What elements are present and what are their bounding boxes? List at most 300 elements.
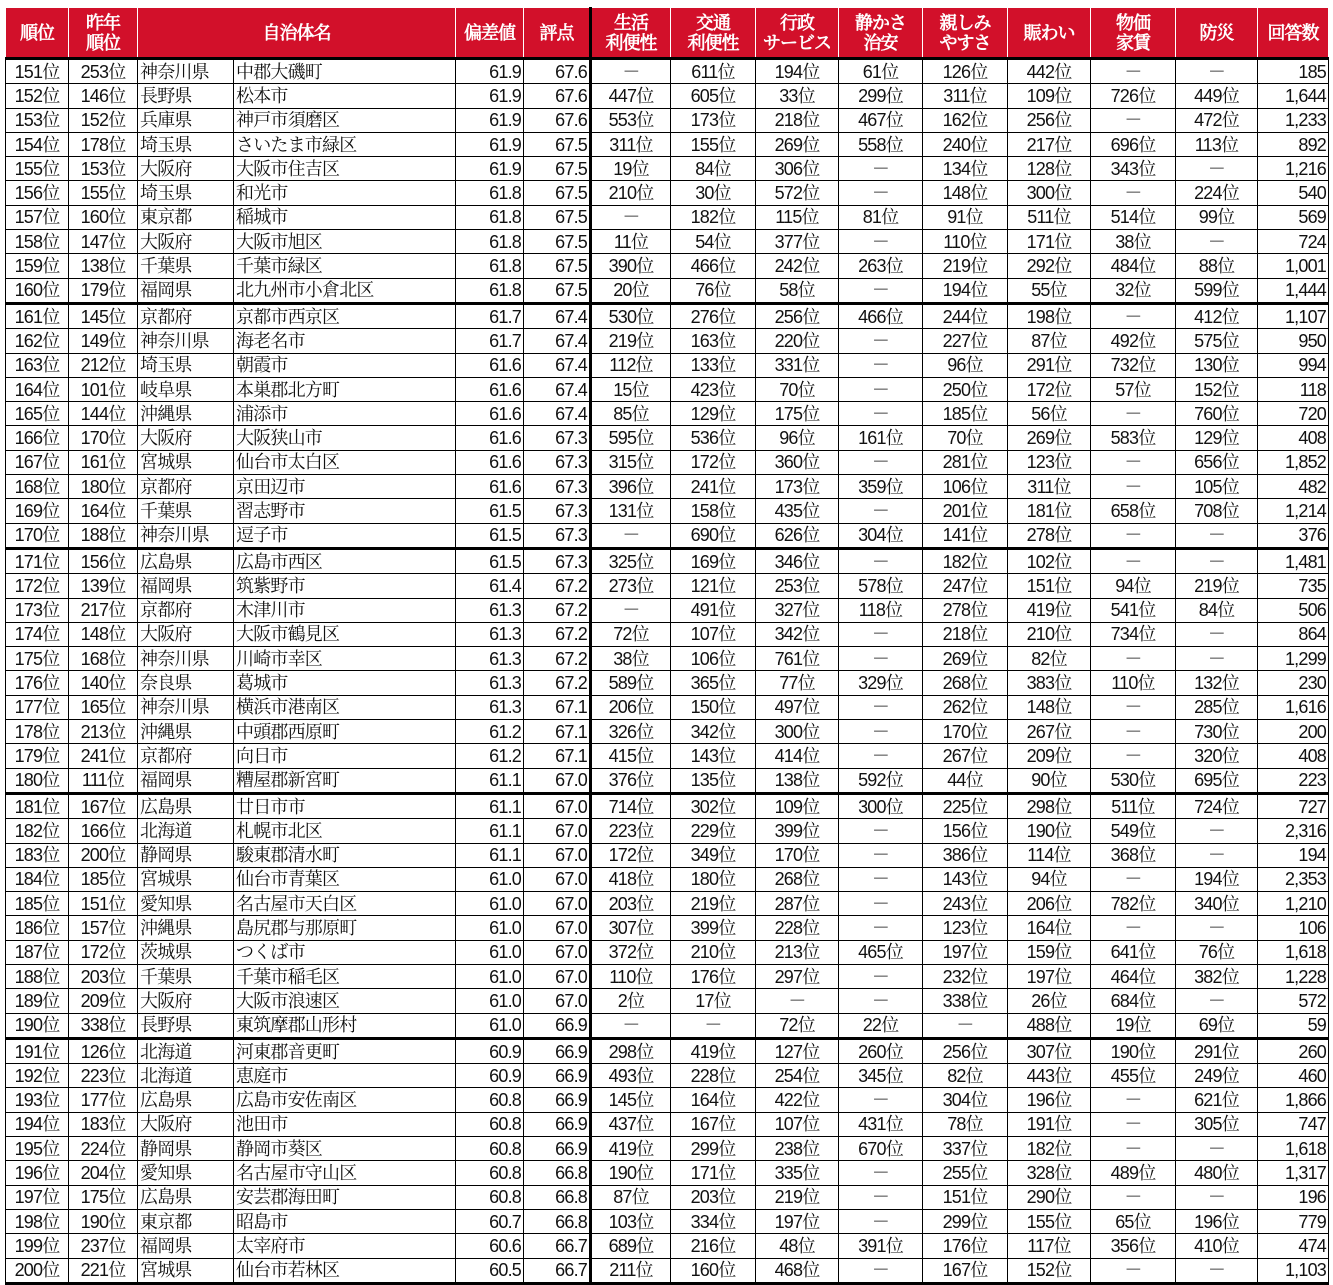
cell-admin: 256位	[756, 303, 839, 328]
table-row	[6, 181, 1329, 205]
header-friendliness: 親しみ やすさ	[923, 8, 1008, 59]
cell-admin: －	[756, 989, 839, 1013]
table-row	[6, 1088, 1329, 1112]
cell-responses: 2,353	[1258, 867, 1329, 891]
cell-deviation: 60.9	[456, 1038, 524, 1063]
cell-transport: 219位	[671, 892, 756, 916]
cell-liveliness: 292位	[1008, 254, 1091, 278]
cell-score: 67.3	[524, 426, 591, 450]
cell-prices: －	[1091, 450, 1176, 474]
cell-admin: 497位	[756, 695, 839, 719]
cell-transport: 491位	[671, 598, 756, 622]
cell-safety: 300位	[839, 793, 923, 818]
cell-disaster: 196位	[1176, 1209, 1258, 1233]
cell-friendliness: 148位	[923, 181, 1008, 205]
cell-prices: 19位	[1091, 1013, 1176, 1038]
cell-admin: 58位	[756, 278, 839, 303]
cell-prices: 455位	[1091, 1064, 1176, 1088]
cell-responses: 569	[1258, 205, 1329, 229]
cell-admin: 77位	[756, 671, 839, 695]
cell-prefecture: 沖縄県	[138, 916, 234, 940]
cell-liveliness: 159位	[1008, 940, 1091, 964]
header-deviation: 偏差値	[456, 8, 524, 59]
cell-living: 87位	[591, 1185, 671, 1209]
cell-prev-rank: 147位	[69, 230, 138, 254]
cell-living: －	[591, 1013, 671, 1038]
cell-prev-rank: 157位	[69, 916, 138, 940]
cell-prices: 658位	[1091, 499, 1176, 523]
cell-rank: 185位	[6, 892, 69, 916]
cell-living: 72位	[591, 622, 671, 646]
cell-prefecture: 大阪府	[138, 989, 234, 1013]
cell-disaster: －	[1176, 1258, 1258, 1283]
cell-score: 67.5	[524, 132, 591, 156]
cell-admin: 331位	[756, 353, 839, 377]
cell-rank: 199位	[6, 1234, 69, 1258]
cell-prices: －	[1091, 548, 1176, 573]
cell-prefecture: 京都府	[138, 744, 234, 768]
cell-transport: 276位	[671, 303, 756, 328]
cell-admin: 300位	[756, 720, 839, 744]
cell-admin: 435位	[756, 499, 839, 523]
cell-municipality: 大阪市旭区	[234, 230, 456, 254]
cell-friendliness: 106位	[923, 475, 1008, 499]
cell-score: 67.4	[524, 303, 591, 328]
cell-score: 67.3	[524, 548, 591, 573]
cell-deviation: 61.1	[456, 819, 524, 843]
cell-transport: 84位	[671, 157, 756, 181]
cell-living: 210位	[591, 181, 671, 205]
cell-liveliness: 102位	[1008, 548, 1091, 573]
table-row	[6, 793, 1329, 818]
cell-prefecture: 神奈川県	[138, 647, 234, 671]
cell-living: 415位	[591, 744, 671, 768]
cell-transport: 180位	[671, 867, 756, 891]
header-rank: 順位	[6, 8, 69, 59]
cell-municipality: 静岡市葵区	[234, 1137, 456, 1161]
cell-liveliness: 328位	[1008, 1161, 1091, 1185]
cell-living: 396位	[591, 475, 671, 499]
cell-living: 103位	[591, 1209, 671, 1233]
cell-municipality: 海老名市	[234, 329, 456, 353]
cell-safety: －	[839, 450, 923, 474]
cell-liveliness: 256位	[1008, 108, 1091, 132]
cell-municipality: 京田辺市	[234, 475, 456, 499]
cell-prefecture: 神奈川県	[138, 329, 234, 353]
cell-friendliness: 250位	[923, 377, 1008, 401]
cell-safety: 329位	[839, 671, 923, 695]
cell-transport: 17位	[671, 989, 756, 1013]
cell-admin: 268位	[756, 867, 839, 891]
cell-disaster: 320位	[1176, 744, 1258, 768]
cell-score: 67.6	[524, 84, 591, 108]
cell-deviation: 61.5	[456, 548, 524, 573]
cell-liveliness: 300位	[1008, 181, 1091, 205]
cell-safety: －	[839, 1161, 923, 1185]
cell-rank: 161位	[6, 303, 69, 328]
cell-friendliness: 176位	[923, 1234, 1008, 1258]
cell-disaster: 599位	[1176, 278, 1258, 303]
cell-safety: －	[839, 353, 923, 377]
cell-deviation: 61.1	[456, 843, 524, 867]
cell-prices: －	[1091, 867, 1176, 891]
cell-safety: －	[839, 377, 923, 401]
cell-municipality: 北九州市小倉北区	[234, 278, 456, 303]
cell-transport: 182位	[671, 205, 756, 229]
cell-score: 66.9	[524, 1088, 591, 1112]
cell-liveliness: 206位	[1008, 892, 1091, 916]
cell-rank: 166位	[6, 426, 69, 450]
cell-prefecture: 大阪府	[138, 426, 234, 450]
table-row	[6, 450, 1329, 474]
cell-safety: 670位	[839, 1137, 923, 1161]
cell-rank: 174位	[6, 622, 69, 646]
cell-score: 67.4	[524, 402, 591, 426]
cell-disaster: －	[1176, 622, 1258, 646]
cell-friendliness: 182位	[923, 548, 1008, 573]
cell-friendliness: 201位	[923, 499, 1008, 523]
cell-municipality: 安芸郡海田町	[234, 1185, 456, 1209]
cell-admin: 253位	[756, 574, 839, 598]
cell-responses: 727	[1258, 793, 1329, 818]
cell-transport: 299位	[671, 1137, 756, 1161]
cell-deviation: 60.6	[456, 1234, 524, 1258]
cell-municipality: 河東郡音更町	[234, 1038, 456, 1063]
cell-friendliness: 304位	[923, 1088, 1008, 1112]
cell-disaster: 132位	[1176, 671, 1258, 695]
cell-transport: 423位	[671, 377, 756, 401]
cell-score: 67.2	[524, 622, 591, 646]
cell-transport: 171位	[671, 1161, 756, 1185]
table-row	[6, 108, 1329, 132]
cell-safety: 260位	[839, 1038, 923, 1063]
cell-admin: 399位	[756, 819, 839, 843]
cell-responses: 724	[1258, 230, 1329, 254]
cell-rank: 164位	[6, 377, 69, 401]
table-row	[6, 989, 1329, 1013]
cell-disaster: 224位	[1176, 181, 1258, 205]
cell-safety: －	[839, 989, 923, 1013]
cell-transport: 690位	[671, 523, 756, 548]
cell-deviation: 61.3	[456, 695, 524, 719]
cell-municipality: 向日市	[234, 744, 456, 768]
cell-liveliness: 298位	[1008, 793, 1091, 818]
cell-prev-rank: 212位	[69, 353, 138, 377]
cell-score: 66.9	[524, 1064, 591, 1088]
cell-disaster: 76位	[1176, 940, 1258, 964]
cell-transport: 167位	[671, 1112, 756, 1136]
cell-rank: 170位	[6, 523, 69, 548]
cell-deviation: 61.2	[456, 720, 524, 744]
cell-deviation: 60.8	[456, 1088, 524, 1112]
cell-prev-rank: 155位	[69, 181, 138, 205]
cell-deviation: 61.0	[456, 892, 524, 916]
cell-disaster: 69位	[1176, 1013, 1258, 1038]
cell-responses: 1,210	[1258, 892, 1329, 916]
cell-responses: 106	[1258, 916, 1329, 940]
cell-rank: 177位	[6, 695, 69, 719]
cell-prev-rank: 152位	[69, 108, 138, 132]
cell-liveliness: 290位	[1008, 1185, 1091, 1209]
cell-transport: 121位	[671, 574, 756, 598]
cell-prev-rank: 172位	[69, 940, 138, 964]
cell-disaster: 105位	[1176, 475, 1258, 499]
cell-deviation: 60.7	[456, 1209, 524, 1233]
cell-prices: 530位	[1091, 768, 1176, 793]
cell-admin: 342位	[756, 622, 839, 646]
cell-friendliness: 256位	[923, 1038, 1008, 1063]
table-row	[6, 278, 1329, 303]
cell-liveliness: 443位	[1008, 1064, 1091, 1088]
cell-prev-rank: 338位	[69, 1013, 138, 1038]
cell-living: －	[591, 59, 671, 84]
cell-prices: 38位	[1091, 230, 1176, 254]
table-row	[6, 132, 1329, 156]
cell-friendliness: 143位	[923, 867, 1008, 891]
cell-prefecture: 埼玉県	[138, 353, 234, 377]
cell-deviation: 61.0	[456, 989, 524, 1013]
cell-prev-rank: 166位	[69, 819, 138, 843]
cell-safety: －	[839, 695, 923, 719]
cell-safety: －	[839, 744, 923, 768]
cell-prev-rank: 185位	[69, 867, 138, 891]
cell-score: 67.0	[524, 819, 591, 843]
cell-safety: 161位	[839, 426, 923, 450]
cell-responses: 747	[1258, 1112, 1329, 1136]
cell-prices: 514位	[1091, 205, 1176, 229]
table-row	[6, 1185, 1329, 1209]
cell-prev-rank: 126位	[69, 1038, 138, 1063]
cell-prev-rank: 253位	[69, 59, 138, 84]
cell-disaster: －	[1176, 1185, 1258, 1209]
cell-prices: －	[1091, 916, 1176, 940]
cell-friendliness: 126位	[923, 59, 1008, 84]
cell-safety: －	[839, 499, 923, 523]
cell-score: 67.3	[524, 450, 591, 474]
cell-rank: 152位	[6, 84, 69, 108]
cell-friendliness: 268位	[923, 671, 1008, 695]
cell-liveliness: 217位	[1008, 132, 1091, 156]
cell-liveliness: 164位	[1008, 916, 1091, 940]
cell-score: 67.5	[524, 278, 591, 303]
cell-transport: 54位	[671, 230, 756, 254]
cell-disaster: 708位	[1176, 499, 1258, 523]
cell-safety: －	[839, 916, 923, 940]
cell-municipality: 筑紫野市	[234, 574, 456, 598]
cell-liveliness: 181位	[1008, 499, 1091, 523]
cell-prices: 489位	[1091, 1161, 1176, 1185]
cell-admin: 197位	[756, 1209, 839, 1233]
cell-municipality: 千葉市稲毛区	[234, 964, 456, 988]
cell-score: 67.5	[524, 181, 591, 205]
cell-safety: －	[839, 1088, 923, 1112]
cell-municipality: さいたま市緑区	[234, 132, 456, 156]
cell-prev-rank: 221位	[69, 1258, 138, 1283]
cell-municipality: 横浜市港南区	[234, 695, 456, 719]
table-row	[6, 1013, 1329, 1038]
cell-admin: 238位	[756, 1137, 839, 1161]
cell-municipality: 池田市	[234, 1112, 456, 1136]
cell-admin: 306位	[756, 157, 839, 181]
table-row	[6, 622, 1329, 646]
cell-responses: 864	[1258, 622, 1329, 646]
header-prev-rank: 昨年 順位	[69, 8, 138, 59]
cell-prev-rank: 209位	[69, 989, 138, 1013]
cell-responses: 1,233	[1258, 108, 1329, 132]
cell-deviation: 61.6	[456, 426, 524, 450]
cell-deviation: 61.7	[456, 303, 524, 328]
cell-transport: 76位	[671, 278, 756, 303]
cell-liveliness: 488位	[1008, 1013, 1091, 1038]
cell-friendliness: 255位	[923, 1161, 1008, 1185]
table-row	[6, 1161, 1329, 1185]
cell-admin: 269位	[756, 132, 839, 156]
cell-responses: 1,228	[1258, 964, 1329, 988]
cell-prefecture: 東京都	[138, 205, 234, 229]
cell-prices: 94位	[1091, 574, 1176, 598]
cell-transport: 349位	[671, 843, 756, 867]
cell-prev-rank: 217位	[69, 598, 138, 622]
cell-friendliness: 156位	[923, 819, 1008, 843]
cell-living: 311位	[591, 132, 671, 156]
cell-admin: 377位	[756, 230, 839, 254]
cell-transport: 466位	[671, 254, 756, 278]
cell-score: 66.8	[524, 1209, 591, 1233]
cell-prefecture: 兵庫県	[138, 108, 234, 132]
cell-prev-rank: 149位	[69, 329, 138, 353]
cell-score: 67.0	[524, 892, 591, 916]
cell-living: 437位	[591, 1112, 671, 1136]
cell-living: 315位	[591, 450, 671, 474]
table-row	[6, 254, 1329, 278]
cell-safety: －	[839, 278, 923, 303]
cell-living: 11位	[591, 230, 671, 254]
cell-municipality: 中頭郡西原町	[234, 720, 456, 744]
cell-liveliness: 56位	[1008, 402, 1091, 426]
cell-deviation: 61.2	[456, 744, 524, 768]
cell-score: 67.1	[524, 695, 591, 719]
cell-rank: 162位	[6, 329, 69, 353]
cell-liveliness: 171位	[1008, 230, 1091, 254]
cell-responses: 1,103	[1258, 1258, 1329, 1283]
cell-liveliness: 311位	[1008, 475, 1091, 499]
cell-prefecture: 広島県	[138, 1185, 234, 1209]
cell-disaster: 472位	[1176, 108, 1258, 132]
cell-responses: 506	[1258, 598, 1329, 622]
cell-liveliness: 209位	[1008, 744, 1091, 768]
cell-municipality: 京都市西京区	[234, 303, 456, 328]
cell-prefecture: 長野県	[138, 84, 234, 108]
cell-rank: 155位	[6, 157, 69, 181]
cell-living: 325位	[591, 548, 671, 573]
cell-safety: －	[839, 892, 923, 916]
cell-friendliness: 337位	[923, 1137, 1008, 1161]
cell-liveliness: 198位	[1008, 303, 1091, 328]
cell-living: 203位	[591, 892, 671, 916]
cell-transport: 302位	[671, 793, 756, 818]
cell-admin: 109位	[756, 793, 839, 818]
cell-municipality: 中郡大磯町	[234, 59, 456, 84]
table-row	[6, 574, 1329, 598]
cell-prefecture: 北海道	[138, 1064, 234, 1088]
cell-prices: 641位	[1091, 940, 1176, 964]
cell-living: 390位	[591, 254, 671, 278]
cell-disaster: －	[1176, 548, 1258, 573]
cell-rank: 198位	[6, 1209, 69, 1233]
cell-living: 223位	[591, 819, 671, 843]
cell-admin: 127位	[756, 1038, 839, 1063]
header-score: 評点	[524, 8, 591, 59]
cell-prices: －	[1091, 1185, 1176, 1209]
cell-safety: －	[839, 157, 923, 181]
cell-safety: 359位	[839, 475, 923, 499]
cell-liveliness: 26位	[1008, 989, 1091, 1013]
cell-transport: 419位	[671, 1038, 756, 1063]
cell-deviation: 61.6	[456, 450, 524, 474]
table-row	[6, 964, 1329, 988]
cell-transport: 129位	[671, 402, 756, 426]
cell-safety: 578位	[839, 574, 923, 598]
cell-living: 131位	[591, 499, 671, 523]
cell-disaster: －	[1176, 1137, 1258, 1161]
cell-score: 67.5	[524, 254, 591, 278]
cell-transport: 342位	[671, 720, 756, 744]
cell-prefecture: 静岡県	[138, 843, 234, 867]
cell-rank: 153位	[6, 108, 69, 132]
cell-deviation: 60.8	[456, 1112, 524, 1136]
cell-municipality: つくば市	[234, 940, 456, 964]
cell-rank: 188位	[6, 964, 69, 988]
cell-friendliness: 225位	[923, 793, 1008, 818]
cell-disaster: 730位	[1176, 720, 1258, 744]
cell-rank: 196位	[6, 1161, 69, 1185]
cell-prefecture: 広島県	[138, 1088, 234, 1112]
cell-rank: 151位	[6, 59, 69, 84]
cell-rank: 186位	[6, 916, 69, 940]
cell-prices: 684位	[1091, 989, 1176, 1013]
cell-liveliness: 210位	[1008, 622, 1091, 646]
cell-rank: 195位	[6, 1137, 69, 1161]
cell-municipality: 逗子市	[234, 523, 456, 548]
cell-living: 15位	[591, 377, 671, 401]
cell-deviation: 61.4	[456, 574, 524, 598]
cell-deviation: 61.6	[456, 402, 524, 426]
cell-transport: 216位	[671, 1234, 756, 1258]
cell-responses: 950	[1258, 329, 1329, 353]
cell-score: 67.0	[524, 940, 591, 964]
cell-transport: 399位	[671, 916, 756, 940]
cell-disaster: 340位	[1176, 892, 1258, 916]
cell-liveliness: 87位	[1008, 329, 1091, 353]
cell-admin: 327位	[756, 598, 839, 622]
cell-score: 67.4	[524, 377, 591, 401]
cell-prices: －	[1091, 1258, 1176, 1283]
cell-safety: 466位	[839, 303, 923, 328]
cell-safety: 592位	[839, 768, 923, 793]
cell-prev-rank: 178位	[69, 132, 138, 156]
cell-admin: 242位	[756, 254, 839, 278]
cell-rank: 182位	[6, 819, 69, 843]
cell-score: 66.9	[524, 1013, 591, 1038]
cell-score: 67.6	[524, 108, 591, 132]
cell-disaster: 575位	[1176, 329, 1258, 353]
table-row	[6, 1137, 1329, 1161]
cell-safety: －	[839, 819, 923, 843]
cell-transport: 605位	[671, 84, 756, 108]
cell-prices: 110位	[1091, 671, 1176, 695]
cell-disaster: －	[1176, 523, 1258, 548]
cell-deviation: 61.6	[456, 475, 524, 499]
